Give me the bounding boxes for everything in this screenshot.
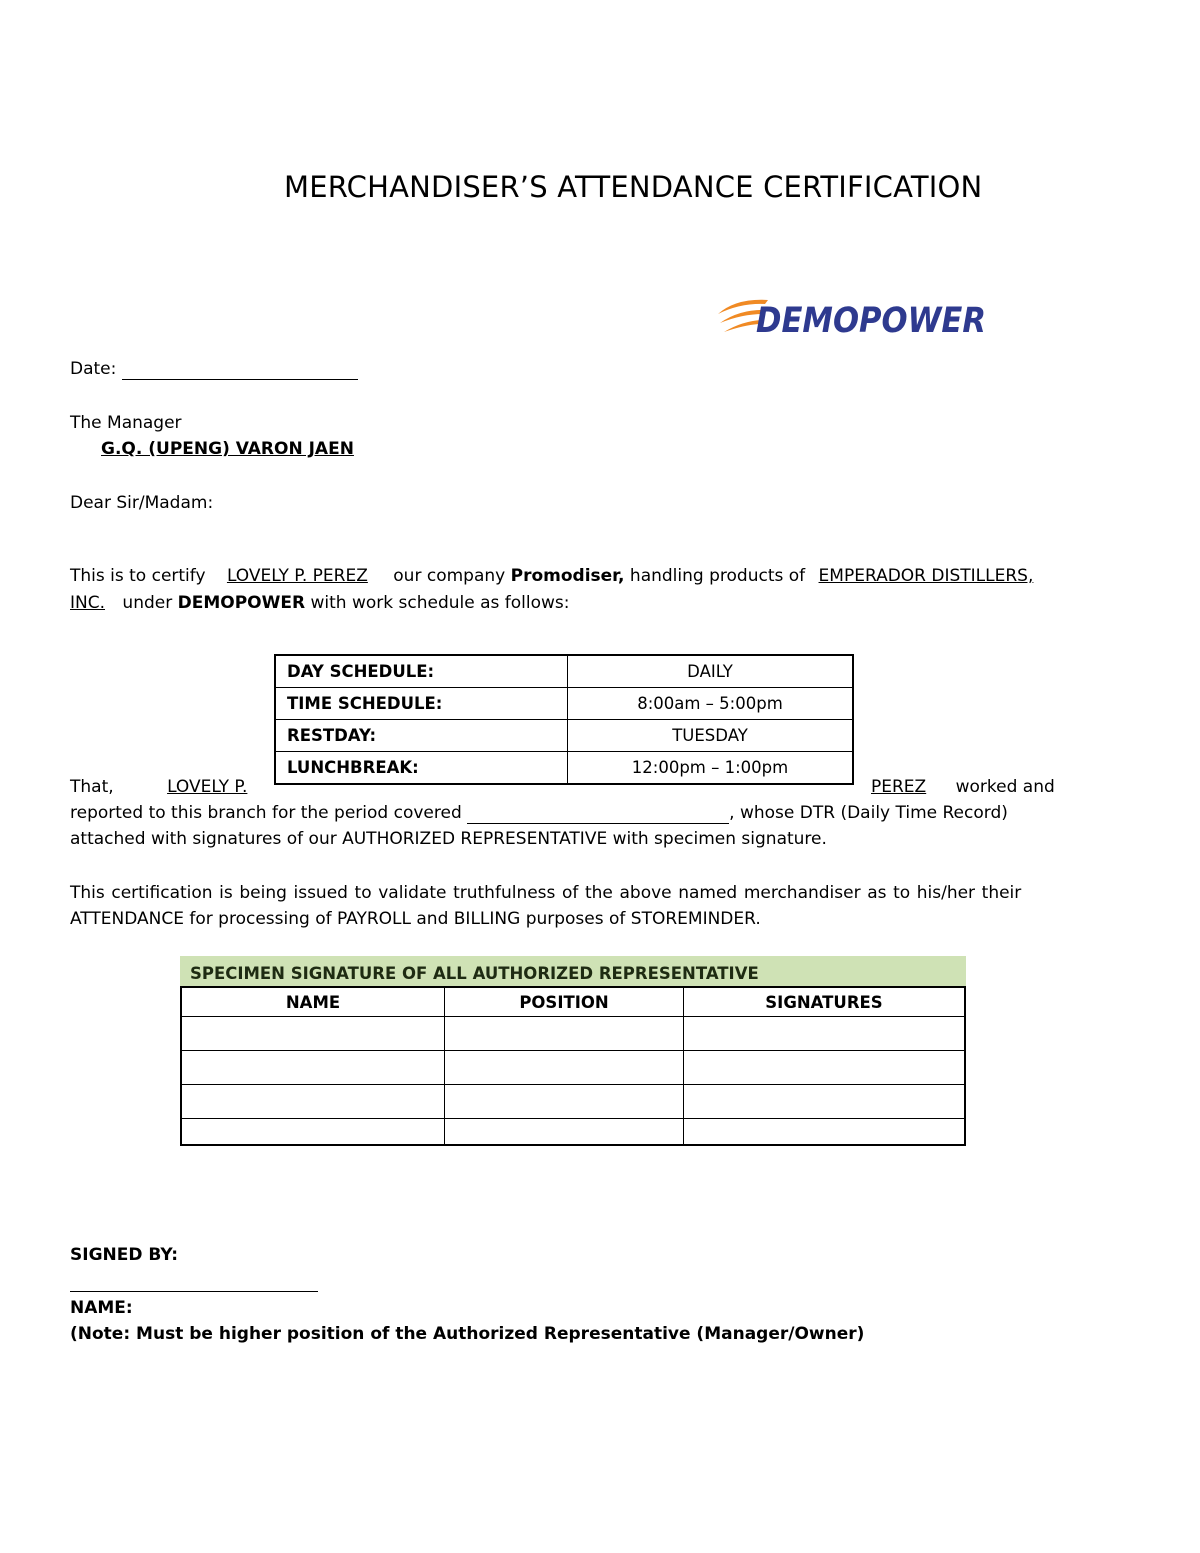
- addressee-title: The Manager: [70, 413, 182, 433]
- merchandiser-name: LOVELY P. PEREZ: [226, 566, 368, 586]
- position-cell[interactable]: [445, 1017, 684, 1051]
- specimen-table: [180, 986, 966, 1146]
- schedule-label: DAY SCHEDULE:: [275, 655, 568, 688]
- name-cell[interactable]: [181, 1119, 445, 1146]
- period-field[interactable]: [467, 803, 729, 824]
- schedule-value: TUESDAY: [568, 720, 854, 752]
- schedule-label: LUNCHBREAK:: [275, 752, 568, 785]
- role-text: Promodiser,: [510, 566, 625, 586]
- date-field[interactable]: [122, 359, 358, 380]
- position-cell[interactable]: [445, 1051, 684, 1085]
- signature-cell[interactable]: [684, 1017, 966, 1051]
- signature-cell[interactable]: [684, 1051, 966, 1085]
- table-row: [181, 1085, 965, 1119]
- issued-line-2: ATTENDANCE for processing of PAYROLL and BILLING purposes of STOREMINDER.: [70, 909, 761, 929]
- table-header-row: [181, 987, 965, 1017]
- schedule-value: 12:00pm – 1:00pm: [568, 752, 854, 785]
- name-cell[interactable]: [181, 1085, 445, 1119]
- position-cell[interactable]: [445, 1119, 684, 1146]
- document-title: MERCHANDISER’S ATTENDANCE CERTIFICATION: [284, 170, 983, 204]
- signer-name-label: NAME:: [70, 1298, 133, 1318]
- that-line-3: attached with signatures of our AUTHORIZED REPRESENTATIVE with specimen signature.: [70, 829, 827, 849]
- signer-note: (Note: Must be higher position of the Authorized Representative (Manager/Owner): [70, 1324, 865, 1344]
- demopower-logo: [716, 292, 991, 345]
- signature-cell[interactable]: [684, 1119, 966, 1146]
- table-row: [181, 1051, 965, 1085]
- date-line: [70, 359, 358, 380]
- schedule-label: TIME SCHEDULE:: [275, 688, 568, 720]
- that-line-right: PEREZ worked and: [871, 777, 1055, 797]
- logo-image: [716, 292, 991, 340]
- column-header: NAME: [181, 987, 445, 1017]
- date-label: Date:: [70, 359, 117, 379]
- schedule-value: 8:00am – 5:00pm: [568, 688, 854, 720]
- table-row: [181, 1119, 965, 1146]
- salutation: Dear Sir/Madam:: [70, 493, 214, 513]
- table-row: [275, 688, 853, 720]
- schedule-label: RESTDAY:: [275, 720, 568, 752]
- schedule-table: [274, 654, 854, 785]
- client-name-part1: EMPERADOR DISTILLERS,: [818, 566, 1034, 586]
- certify-line-2: INC. under DEMOPOWER with work schedule as follows:: [70, 593, 570, 613]
- certify-line-1: This is to certify LOVELY P. PEREZ our company Promodiser, handling products of EMPERADOR DISTILLERS,: [70, 566, 1034, 586]
- that-name-first: LOVELY P.: [167, 777, 248, 797]
- name-cell[interactable]: [181, 1051, 445, 1085]
- signature-cell[interactable]: [684, 1085, 966, 1119]
- that-line-left: That, LOVELY P.: [70, 777, 248, 797]
- issued-line-1: This certification is being issued to validate truthfulness of the above named merchandiser as to his/her their: [70, 883, 1022, 903]
- signed-by-label: SIGNED BY:: [70, 1245, 179, 1265]
- column-header: POSITION: [445, 987, 684, 1017]
- logo-text: DEMOPOWER: [756, 301, 986, 341]
- client-name-part2: INC.: [70, 593, 106, 613]
- table-row: [181, 1017, 965, 1051]
- specimen-header: SPECIMEN SIGNATURE OF ALL AUTHORIZED REPRESENTATIVE: [180, 956, 966, 986]
- addressee-name-line: [70, 439, 380, 459]
- addressee-name: G.Q. (UPENG) VARON JAEN: [101, 439, 354, 459]
- agency-name: DEMOPOWER: [177, 593, 306, 613]
- position-cell[interactable]: [445, 1085, 684, 1119]
- table-row: [275, 655, 853, 688]
- table-row: [275, 752, 853, 785]
- column-header: SIGNATURES: [684, 987, 966, 1017]
- table-row: [275, 720, 853, 752]
- name-cell[interactable]: [181, 1017, 445, 1051]
- that-line-2: reported to this branch for the period covered , whose DTR (Daily Time Record): [70, 803, 1008, 823]
- signature-line[interactable]: [70, 1291, 318, 1292]
- that-name-last: PEREZ: [871, 777, 927, 797]
- schedule-value: DAILY: [568, 655, 854, 688]
